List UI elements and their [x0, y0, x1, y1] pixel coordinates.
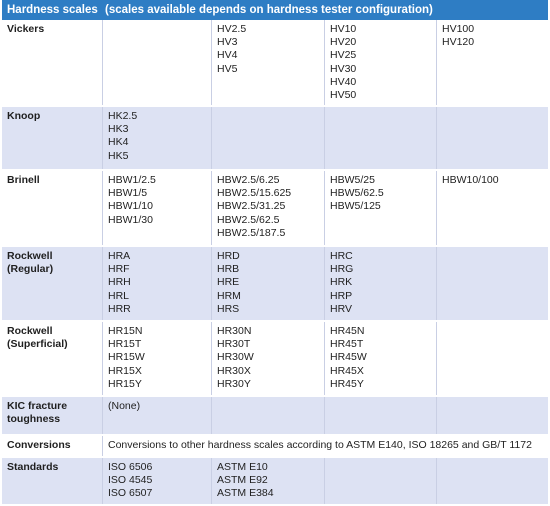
scale-value: HV100	[442, 23, 475, 35]
scale-value: HBW2.5/187.5	[217, 226, 286, 239]
row-label	[2, 322, 102, 395]
row-label-text: Rockwell	[7, 325, 53, 337]
conversions-label: Conversions	[7, 439, 71, 451]
scale-value: HBW2.5/62.5	[217, 213, 280, 226]
scale-value: HRE	[217, 276, 240, 289]
scale-cell	[211, 322, 324, 395]
scale-cell	[436, 107, 548, 169]
standard-cell	[211, 458, 324, 504]
scale-value: HRV	[330, 302, 352, 315]
scale-value: HR30X	[217, 364, 251, 377]
scale-value: HK4	[108, 136, 129, 149]
scale-cell	[211, 20, 324, 105]
scale-cell	[102, 247, 211, 320]
standard-value: ISO 4545	[108, 474, 153, 487]
row-label-text: Vickers	[7, 23, 45, 35]
table-row	[2, 171, 548, 247]
standard-cell	[436, 458, 548, 504]
scale-value: HR45Y	[330, 377, 364, 390]
table-row	[2, 247, 548, 322]
standard-value: ISO 6507	[108, 487, 153, 500]
scale-value: HV120	[442, 36, 475, 49]
standard-value: ASTM E384	[217, 487, 274, 500]
scale-cell	[436, 171, 548, 245]
row-label	[2, 397, 102, 434]
scale-value: HR15Y	[108, 377, 142, 390]
scale-cell	[436, 322, 548, 395]
scale-value: (None)	[108, 400, 141, 412]
hardness-scales-table	[2, 0, 548, 506]
row-label-text: (Regular)	[7, 263, 54, 276]
scale-value: HR30Y	[217, 377, 251, 390]
table-row	[2, 397, 548, 436]
scale-value: HBW2.5/15.625	[217, 187, 292, 200]
scale-cell	[102, 397, 211, 434]
scale-value: HRR	[108, 302, 131, 315]
scale-value: HR45N	[330, 325, 365, 337]
scale-cell	[102, 322, 211, 395]
row-label	[2, 20, 102, 105]
scale-value: HRK	[330, 276, 353, 289]
scale-value: HV4	[217, 49, 238, 62]
scale-cell	[436, 20, 548, 105]
table-row	[2, 107, 548, 171]
scale-value: HV30	[330, 62, 357, 75]
scale-value: HBW1/30	[108, 213, 153, 226]
standards-label: Standards	[7, 461, 59, 473]
scale-cell	[102, 20, 211, 105]
scale-value: HR15W	[108, 351, 145, 364]
table-header	[2, 0, 548, 20]
scale-cell	[436, 397, 548, 434]
scale-value: HRH	[108, 276, 131, 289]
scale-cell	[324, 20, 436, 105]
scale-value: HR45X	[330, 364, 364, 377]
row-label-text: toughness	[7, 413, 61, 426]
scale-value: HR15X	[108, 364, 142, 377]
conversions-text: Conversions to other hardness scales according to ASTM E140, ISO 18265 and GB/T 1172	[102, 436, 548, 456]
scale-cell	[324, 322, 436, 395]
row-label-text: Knoop	[7, 110, 41, 122]
scale-value: HRS	[217, 302, 240, 315]
table-body	[2, 20, 548, 506]
scale-value: HRF	[108, 263, 130, 276]
scale-value: HR30T	[217, 338, 251, 351]
scale-cell	[211, 397, 324, 434]
scale-value: HRD	[217, 250, 240, 262]
scale-value: HBW2.5/31.25	[217, 200, 286, 213]
scale-value: HRP	[330, 289, 353, 302]
row-label	[2, 107, 102, 169]
scale-value: HBW1/5	[108, 187, 148, 200]
conversions-row	[2, 436, 548, 458]
row-label-text: Rockwell	[7, 250, 53, 262]
standard-value: ASTM E10	[217, 461, 268, 473]
header-config-note: (scales available depends on hardness tester configuration)	[105, 4, 433, 16]
table-row	[2, 322, 548, 397]
scale-value: HV40	[330, 75, 357, 88]
scale-value: HBW1/10	[108, 200, 153, 213]
scale-cell	[436, 247, 548, 320]
scale-cell	[324, 107, 436, 169]
scale-cell	[102, 171, 211, 245]
scale-cell	[102, 107, 211, 169]
scale-value: HV5	[217, 62, 238, 75]
scale-value: HV2.5	[217, 23, 247, 35]
row-label	[2, 247, 102, 320]
scale-value: HR15N	[108, 325, 143, 337]
standards-row	[2, 458, 548, 506]
scale-value: HRM	[217, 289, 241, 302]
scale-value: HK3	[108, 123, 129, 136]
scale-value: HBW10/100	[442, 174, 499, 186]
row-label-text: Brinell	[7, 174, 40, 186]
scale-value: HBW5/125	[330, 200, 381, 213]
scale-value: HBW5/62.5	[330, 187, 384, 200]
scale-value: HR45T	[330, 338, 364, 351]
standard-value: ISO 6506	[108, 461, 153, 473]
scale-value: HRL	[108, 289, 130, 302]
standard-cell	[324, 458, 436, 504]
scale-cell	[324, 397, 436, 434]
row-label	[2, 171, 102, 245]
standard-cell	[102, 458, 211, 504]
scale-value: HBW2.5/6.25	[217, 174, 280, 186]
scale-cell	[211, 247, 324, 320]
standard-value: ASTM E92	[217, 474, 268, 487]
header-hardness-scales: Hardness scales	[7, 4, 98, 16]
scale-value: HV10	[330, 23, 357, 35]
scale-value: HV25	[330, 49, 357, 62]
scale-value: HK2.5	[108, 110, 138, 122]
scale-value: HR45W	[330, 351, 367, 364]
scale-cell	[324, 171, 436, 245]
scale-value: HRG	[330, 263, 354, 276]
row-label-text: (Superficial)	[7, 338, 68, 351]
scale-cell	[324, 247, 436, 320]
scale-value: HV50	[330, 89, 357, 102]
scale-value: HK5	[108, 149, 129, 162]
scale-value: HRB	[217, 263, 240, 276]
row-label-text: KIC fracture	[7, 400, 68, 412]
scale-value: HR30W	[217, 351, 254, 364]
scale-value: HBW1/2.5	[108, 174, 156, 186]
scale-value: HV20	[330, 36, 357, 49]
scale-cell	[211, 107, 324, 169]
scale-cell	[211, 171, 324, 245]
scale-value: HRA	[108, 250, 131, 262]
table-row	[2, 20, 548, 107]
scale-value: HR15T	[108, 338, 142, 351]
scale-value: HR30N	[217, 325, 252, 337]
scale-value: HV3	[217, 36, 238, 49]
scale-value: HRC	[330, 250, 353, 262]
scale-value: HBW5/25	[330, 174, 375, 186]
